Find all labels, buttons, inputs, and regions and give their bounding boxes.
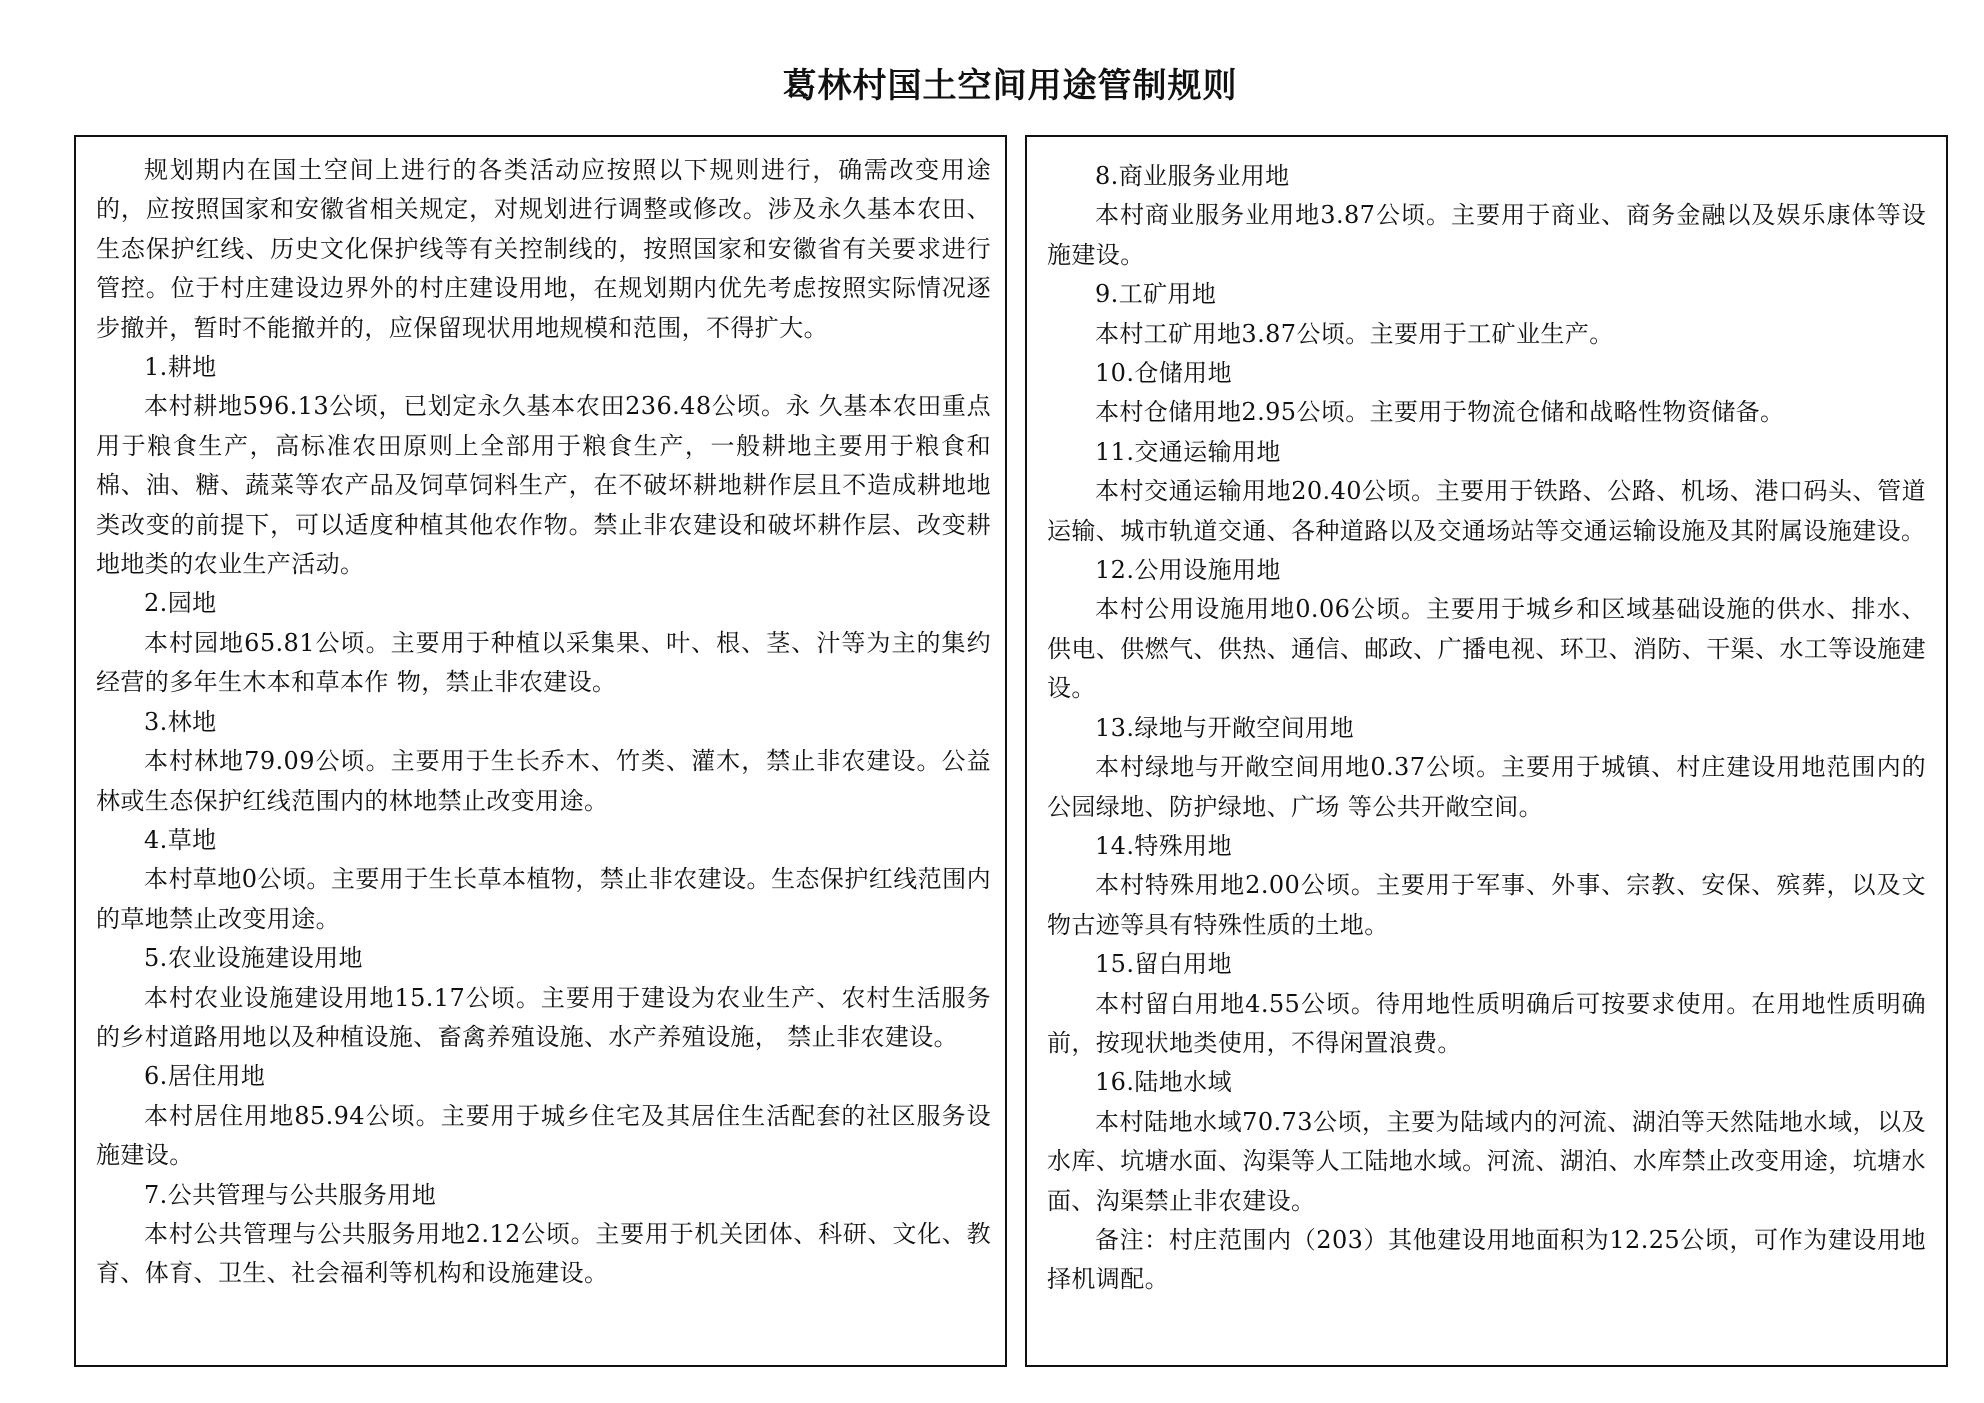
- section-body-commercial: 本村商业服务业用地3.87公顷。主要用于商业、商务金融以及娱乐康体等设施建设。: [1047, 201, 1926, 269]
- left-column-panel: [74, 135, 1007, 1367]
- page-title: 葛林村国土空间用途管制规则: [782, 66, 1238, 106]
- section-body-residential: 本村居住用地85.94公顷。主要用于城乡住宅及其居住生活配套的社区服务设施建设。: [96, 1101, 991, 1170]
- section-heading-residential: 6.居住用地: [144, 1062, 266, 1091]
- section-body-reserved: 本村留白用地4.55公顷。待用地性质明确后可按要求使用。在用地性质明确前，按现状地类使用，不得闲置浪费。: [1047, 989, 1926, 1057]
- section-heading-storage: 10.仓储用地: [1095, 359, 1232, 388]
- section-body-utilities: 本村公用设施用地0.06公顷。主要用于城乡和区域基础设施的供水、排水、供电、供燃气、供热、通信、邮政、广播电视、环卫、消防、干渠、水工等设施建设。: [1047, 595, 1926, 703]
- section-body-forest: 本村林地79.09公顷。主要用于生长乔木、竹类、灌木，禁止非农建设。公益林或生态保护红线范围内的林地禁止改变用途。: [96, 747, 991, 815]
- section-heading-garden: 2.园地: [144, 589, 217, 618]
- section-body-garden: 本村园地65.81公顷。主要用于种植以采集果、叶、根、茎、汁等为主的集约经营的多年生木本和草本作 物，禁止非农建设。: [96, 628, 991, 697]
- section-heading-transport: 11.交通运输用地: [1095, 437, 1281, 466]
- section-heading-industrial: 9.工矿用地: [1095, 280, 1217, 309]
- section-heading-green-space: 13.绿地与开敞空间用地: [1095, 713, 1354, 742]
- section-body-transport: 本村交通运输用地20.40公顷。主要用于铁路、公路、机场、港口码头、管道运输、城市轨道交通、各种道路以及交通场站等交通运输设施及其附属设施建设。: [1047, 477, 1926, 545]
- section-body-green-space: 本村绿地与开敞空间用地0.37公顷。主要用于城镇、村庄建设用地范围内的公园绿地、防护绿地、广场 等公共开敞空间。: [1047, 753, 1926, 821]
- section-heading-commercial: 8.商业服务业用地: [1095, 162, 1290, 190]
- section-body-storage: 本村仓储用地2.95公顷。主要用于物流仓储和战略性物资储备。: [1095, 398, 1785, 427]
- intro-paragraph: 规划期内在国土空间上进行的各类活动应按照以下规则进行，确需改变用途的，应按照国家和安徽省相关规定，对规划进行调整或修改。涉及永久基本农田、生态保护红线、历史文化保护线等有关控制线的，按照国家和安徽省有关要求进行管控。位于村庄建设边界外的村庄建设用地，在规划期内优先考虑按照实际情况逐步撤并，暂时不能撤并的，应保留现状用地规模和范围，不得扩大。: [96, 156, 991, 342]
- section-body-special: 本村特殊用地2.00公顷。主要用于军事、外事、宗教、安保、殡葬，以及文物古迹等具有特殊性质的土地。: [1047, 871, 1926, 939]
- section-body-public-service: 本村公共管理与公共服务用地2.12公顷。主要用于机关团体、科研、文化、教育、体育、卫生、社会福利等机构和设施建设。: [96, 1219, 991, 1288]
- section-body-grassland: 本村草地0公顷。主要用于生长草本植物，禁止非农建设。生态保护红线范围内的草地禁止改变用途。: [96, 865, 991, 933]
- section-heading-utilities: 12.公用设施用地: [1095, 556, 1281, 585]
- section-body-agri-facility: 本村农业设施建设用地15.17公顷。主要用于建设为农业生产、农村生活服务的乡村道路用地以及种植设施、畜禽养殖设施、水产养殖设施， 禁止非农建设。: [96, 983, 991, 1051]
- remark-note: 备注：村庄范围内（203）其他建设用地面积为12.25公顷，可作为建设用地择机调配。: [1047, 1225, 1926, 1294]
- section-body-industrial: 本村工矿用地3.87公顷。主要用于工矿业生产。: [1095, 319, 1614, 348]
- section-heading-special: 14.特殊用地: [1095, 831, 1232, 860]
- section-heading-farmland: 1.耕地: [144, 353, 217, 382]
- section-heading-reserved: 15.留白用地: [1095, 950, 1232, 979]
- right-column-panel: [1025, 135, 1948, 1367]
- section-heading-water: 16.陆地水域: [1095, 1068, 1232, 1097]
- section-body-water: 本村陆地水域70.73公顷，主要为陆域内的河流、湖泊等天然陆地水域，以及水库、坑塘水面、沟渠等人工陆地水域。河流、湖泊、水库禁止改变用途，坑塘水面、沟渠禁止非农建设。: [1047, 1107, 1926, 1215]
- section-heading-public-service: 7.公共管理与公共服务用地: [144, 1180, 437, 1209]
- section-heading-grassland: 4.草地: [144, 825, 217, 854]
- section-body-farmland: 本村耕地596.13公顷，已划定永久基本农田236.48公顷。永 久基本农田重点用于粮食生产，高标准农田原则上全部用于粮食生产，一般耕地主要用于粮食和棉、油、糖、蔬菜等农产品及饲草饲料生产，在不破坏耕地耕作层且不造成耕地地类改变的前提下，可以适度种植其他农作物。禁止非农建设和破坏耕作层、改变耕地地类的农业生产活动。: [96, 392, 991, 579]
- section-heading-agri-facility: 5.农业设施建设用地: [144, 944, 363, 973]
- section-heading-forest: 3.林地: [144, 707, 217, 736]
